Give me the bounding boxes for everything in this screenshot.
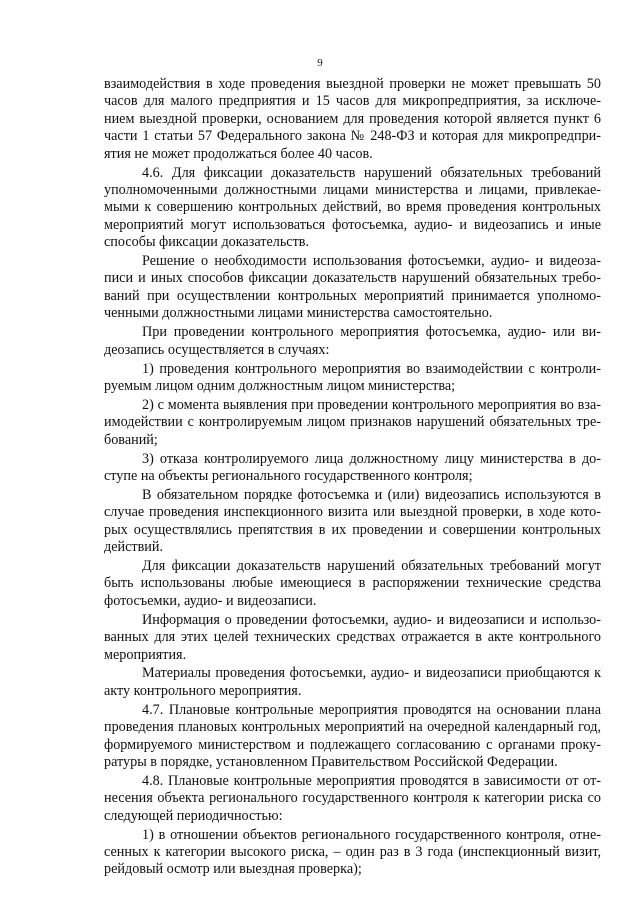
paragraph [104,253,601,323]
text-line: 3) отказа контролируемого лица должностному лицу министерства в до- [142,450,601,467]
paragraph [104,487,601,557]
text-line: имодействии с контролируемым лицом признаков нарушений обязательных тре- [104,414,601,431]
paragraph [104,324,601,359]
text-line: мероприятия. [104,646,187,663]
text-line: нием выездной проверки, основанием для проведения которой является пункт 6 [104,110,601,127]
paragraph [104,451,601,486]
document-body [104,76,601,879]
text-line: руемым лицом одним должностным лицом министерства; [104,377,456,394]
text-line: деозапись осуществляется в случаях: [104,341,330,358]
paragraph [104,773,601,825]
text-line: проведения плановых контрольных мероприятий на очередной календарный год, [104,719,601,736]
text-line: части 1 статьи 57 Федерального закона № 248-ФЗ и которая для микропредпри- [104,128,601,145]
text-line: мероприятий могут использоваться фотосъемка, аудио- и видеозапись и иные [104,216,601,233]
paragraph [104,397,601,449]
text-line: Информация о проведении фотосъемки, аудио- и видеозаписи и использо- [142,611,601,628]
text-line: 4.7. Плановые контрольные мероприятия проводятся на основании плана [142,701,601,718]
paragraph [104,361,601,396]
text-line: способы фиксации доказательств. [104,234,310,251]
text-line: действий. [104,539,164,556]
text-line: писи и иных способов фиксации доказательств нарушений обязательных требо- [104,270,601,287]
text-line: ступе на объекты регионального государственного контроля; [104,467,473,484]
paragraph [104,76,601,163]
text-line: В обязательном порядке фотосъемка и (или) видеозапись используются в [142,486,601,503]
text-line: рых осуществлялись препятствия в их проведении и совершении контрольных [104,521,601,538]
text-line: часов для малого предприятия и 15 часов для микропредприятия, за исключе- [104,93,601,110]
text-line: рейдовый осмотр или выездная проверка); [104,861,362,878]
paragraph [104,665,601,700]
paragraph [104,558,601,610]
text-line: 4.6. Для фиксации доказательств нарушений обязательных требований [142,164,601,181]
text-line: акту контрольного мероприятия. [104,682,302,699]
text-line: 2) с момента выявления при проведении контрольного мероприятия во вза- [142,396,601,413]
text-line: несения объекта регионального государственного контроля к категории риска со [104,790,601,807]
text-line: фотосъемки, аудио- и видеозаписи. [104,592,317,609]
text-line: ятия не может продолжаться более 40 часов. [104,145,373,162]
paragraph [104,165,601,252]
text-line: Решение о необходимости использования фотосъемки, аудио- и видеоза- [142,253,601,270]
text-line: ратуры в порядке, установленном Правительством Российской Федерации. [104,753,558,770]
paragraph [104,827,601,879]
text-line: ванных для этих целей технических средствах отражается в акте контрольного [104,629,601,646]
text-line: следующей периодичностью: [104,807,283,824]
text-line: 1) в отношении объектов регионального государственного контроля, отне- [142,826,601,843]
text-line: уполномоченными должностными лицами министерства и лицами, привлекае- [104,181,601,198]
text-line: Материалы проведения фотосъемки, аудио- и видеозаписи приобщаются к [142,665,601,682]
text-line: сенных к категории высокого риска, – один раз в 3 года (инспекционный визит, [104,843,601,860]
paragraph [104,702,601,772]
page-number: 9 [317,57,323,69]
text-line: мыми к совершению контрольных действий, во время проведения контрольных [104,199,601,216]
text-line: случае проведения инспекционного визита или выездной проверки, в ходе кото- [104,504,601,521]
text-line: Для фиксации доказательств нарушений обязательных требований могут [142,557,601,574]
text-line: формируемого министерством и подлежащего согласованию с органами проку- [104,736,601,753]
text-line: быть использованы любые имеющиеся в распоряжении технические средства [104,575,601,592]
text-line: взаимодействия в ходе проведения выездной проверки не может превышать 50 [104,76,601,92]
text-line: ваний при осуществлении контрольных мероприятий принимается уполномо- [104,287,601,304]
text-line: бований; [104,431,158,448]
text-line: 4.8. Плановые контрольные мероприятия проводятся в зависимости от от- [142,772,601,789]
paragraph [104,612,601,664]
text-line: 1) проведения контрольного мероприятия во взаимодействии с контроли- [142,360,601,377]
text-line: При проведении контрольного мероприятия фотосъемка, аудио- или ви- [142,324,601,341]
text-line: ченными должностными лицами министерства самостоятельно. [104,305,493,322]
